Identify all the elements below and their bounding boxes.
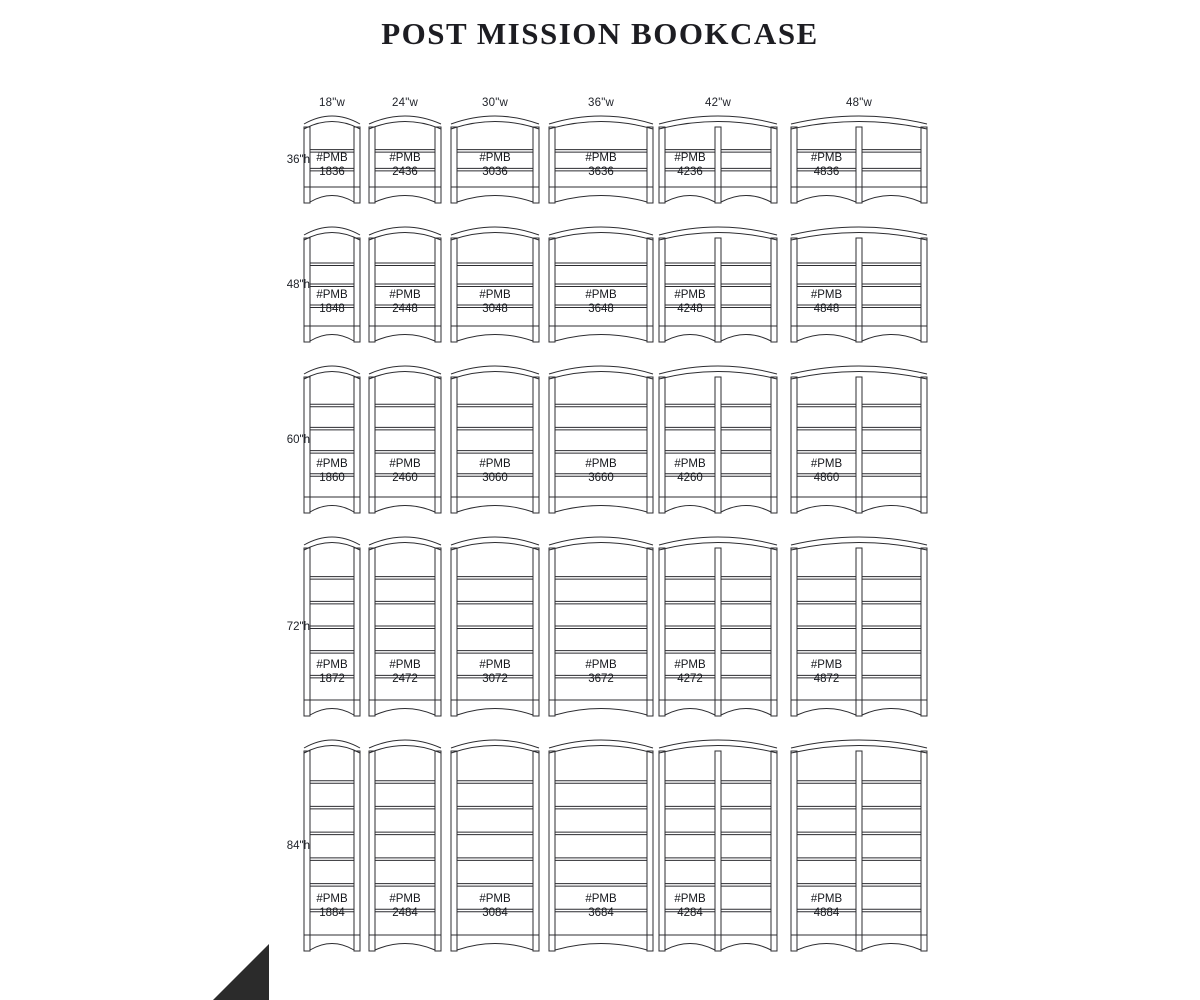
sku-label bbox=[365, 151, 445, 179]
sku-prefix: #PMB bbox=[389, 893, 421, 906]
sku-label bbox=[365, 892, 445, 920]
sku-number: 3036 bbox=[482, 166, 508, 179]
sku-number: 1884 bbox=[319, 907, 345, 920]
sku-prefix: #PMB bbox=[810, 893, 843, 906]
bookcase-cell[interactable] bbox=[368, 530, 442, 726]
sku-label bbox=[650, 288, 730, 316]
bookcase-cell[interactable] bbox=[368, 220, 442, 352]
sku-label bbox=[650, 892, 730, 920]
sku-number: 3660 bbox=[588, 471, 614, 484]
bookcase-cell[interactable] bbox=[790, 733, 928, 961]
sku-label bbox=[365, 288, 445, 316]
sku-label bbox=[365, 457, 445, 485]
bookcase-cell[interactable] bbox=[303, 530, 361, 726]
sku-number: 2448 bbox=[392, 303, 418, 315]
sku-label bbox=[455, 457, 535, 485]
sku-label bbox=[292, 151, 372, 179]
sku-label bbox=[292, 457, 372, 485]
sku-number: 1848 bbox=[319, 303, 345, 315]
sku-prefix: #PMB bbox=[674, 659, 706, 672]
sku-number: 4872 bbox=[813, 673, 840, 686]
bookcase-cell[interactable] bbox=[548, 359, 654, 523]
sku-number: 1836 bbox=[319, 166, 345, 179]
sku-label bbox=[650, 457, 730, 485]
bookcase-cell[interactable] bbox=[548, 733, 654, 961]
sku-prefix: #PMB bbox=[479, 289, 511, 301]
bookcase-cell[interactable] bbox=[658, 359, 778, 523]
row-header-1: 36"h bbox=[286, 154, 310, 166]
sku-prefix: #PMB bbox=[674, 457, 706, 470]
column-header-6: 48"w bbox=[846, 97, 872, 109]
sku-label bbox=[787, 658, 867, 686]
sku-prefix: #PMB bbox=[674, 152, 706, 165]
sku-label bbox=[650, 658, 730, 686]
sku-prefix: #PMB bbox=[316, 457, 348, 470]
sku-number: 2484 bbox=[392, 907, 418, 920]
sku-label bbox=[292, 892, 372, 920]
sku-number: 4848 bbox=[813, 303, 840, 315]
sku-prefix: #PMB bbox=[674, 289, 706, 301]
sku-label bbox=[787, 457, 867, 485]
sku-number: 4884 bbox=[813, 907, 840, 920]
sku-number: 2436 bbox=[392, 166, 418, 179]
bookcase-cell[interactable] bbox=[450, 359, 540, 523]
sku-prefix: #PMB bbox=[479, 152, 511, 165]
sku-prefix: #PMB bbox=[389, 457, 421, 470]
corner-wedge-decoration bbox=[213, 944, 269, 1000]
sku-number: 3048 bbox=[482, 303, 508, 315]
sku-number: 2472 bbox=[392, 673, 418, 686]
sku-label bbox=[455, 892, 535, 920]
sku-prefix: #PMB bbox=[810, 152, 843, 165]
sku-label bbox=[455, 151, 535, 179]
bookcase-cell[interactable] bbox=[548, 530, 654, 726]
sku-label bbox=[365, 658, 445, 686]
sku-label bbox=[561, 288, 641, 316]
bookcase-cell[interactable] bbox=[790, 220, 928, 352]
sku-label bbox=[561, 658, 641, 686]
bookcase-cell[interactable] bbox=[303, 733, 361, 961]
sku-number: 1872 bbox=[319, 673, 345, 686]
sku-label bbox=[787, 288, 867, 316]
sku-number: 4236 bbox=[677, 166, 703, 179]
sku-label bbox=[787, 151, 867, 179]
sku-prefix: #PMB bbox=[479, 659, 511, 672]
sku-label bbox=[787, 892, 867, 920]
bookcase-cell[interactable] bbox=[658, 733, 778, 961]
row-header-4: 72"h bbox=[286, 621, 310, 633]
sku-number: 4836 bbox=[813, 166, 840, 179]
sku-label bbox=[561, 457, 641, 485]
bookcase-cell[interactable] bbox=[450, 109, 540, 213]
bookcase-cell[interactable] bbox=[790, 530, 928, 726]
sku-prefix: #PMB bbox=[810, 457, 843, 470]
sku-prefix: #PMB bbox=[585, 152, 617, 165]
bookcase-cell[interactable] bbox=[368, 733, 442, 961]
sku-number: 4860 bbox=[813, 471, 840, 484]
sku-number: 3084 bbox=[482, 907, 508, 920]
bookcase-cell[interactable] bbox=[658, 530, 778, 726]
sku-prefix: #PMB bbox=[585, 893, 617, 906]
sku-label bbox=[455, 658, 535, 686]
column-header-1: 18"w bbox=[319, 97, 345, 109]
row-header-3: 60"h bbox=[286, 434, 310, 446]
sku-prefix: #PMB bbox=[585, 659, 617, 672]
sku-prefix: #PMB bbox=[810, 659, 843, 672]
bookcase-cell[interactable] bbox=[368, 359, 442, 523]
column-header-2: 24"w bbox=[392, 97, 418, 109]
sku-prefix: #PMB bbox=[674, 893, 706, 906]
sku-label bbox=[561, 892, 641, 920]
bookcase-cell[interactable] bbox=[548, 109, 654, 213]
sku-number: 4260 bbox=[677, 471, 703, 484]
sku-number: 1860 bbox=[319, 471, 345, 484]
column-header-5: 42"w bbox=[705, 97, 731, 109]
bookcase-cell[interactable] bbox=[303, 109, 361, 213]
bookcase-cell[interactable] bbox=[658, 220, 778, 352]
bookcase-cell[interactable] bbox=[658, 109, 778, 213]
sku-label bbox=[455, 288, 535, 316]
sku-prefix: #PMB bbox=[585, 289, 617, 301]
sku-label bbox=[650, 151, 730, 179]
sku-prefix: #PMB bbox=[316, 659, 348, 672]
sku-prefix: #PMB bbox=[810, 289, 843, 301]
row-header-2: 48"h bbox=[286, 279, 310, 291]
sku-number: 3648 bbox=[588, 303, 614, 315]
bookcase-cell[interactable] bbox=[303, 359, 361, 523]
sku-number: 3072 bbox=[482, 673, 508, 686]
sku-prefix: #PMB bbox=[389, 659, 421, 672]
page-title: POST MISSION BOOKCASE bbox=[381, 16, 819, 51]
sku-prefix: #PMB bbox=[389, 289, 421, 301]
bookcase-cell[interactable] bbox=[790, 109, 928, 213]
sku-number: 4248 bbox=[677, 303, 703, 315]
sku-number: 3636 bbox=[588, 166, 614, 179]
sku-number: 3684 bbox=[588, 907, 614, 920]
bookcase-cell[interactable] bbox=[303, 220, 361, 352]
bookcase-cell[interactable] bbox=[790, 359, 928, 523]
bookcase-cell[interactable] bbox=[450, 733, 540, 961]
sku-number: 3672 bbox=[588, 673, 614, 686]
sku-prefix: #PMB bbox=[585, 457, 617, 470]
sku-prefix: #PMB bbox=[316, 152, 348, 165]
sku-prefix: #PMB bbox=[316, 289, 348, 301]
sku-prefix: #PMB bbox=[479, 457, 511, 470]
row-header-5: 84"h bbox=[286, 840, 310, 852]
bookcase-cell[interactable] bbox=[450, 220, 540, 352]
sku-label bbox=[292, 658, 372, 686]
sku-number: 4272 bbox=[677, 673, 703, 686]
sku-prefix: #PMB bbox=[389, 152, 421, 165]
sku-number: 3060 bbox=[482, 471, 508, 484]
sku-number: 2460 bbox=[392, 471, 418, 484]
column-header-3: 30"w bbox=[482, 97, 508, 109]
column-header-4: 36"w bbox=[588, 97, 614, 109]
sku-label bbox=[292, 288, 372, 316]
sku-prefix: #PMB bbox=[479, 893, 511, 906]
bookcase-cell[interactable] bbox=[368, 109, 442, 213]
bookcase-cell[interactable] bbox=[450, 530, 540, 726]
sku-prefix: #PMB bbox=[316, 893, 348, 906]
bookcase-cell[interactable] bbox=[548, 220, 654, 352]
sku-number: 4284 bbox=[677, 907, 703, 920]
sku-label bbox=[561, 151, 641, 179]
